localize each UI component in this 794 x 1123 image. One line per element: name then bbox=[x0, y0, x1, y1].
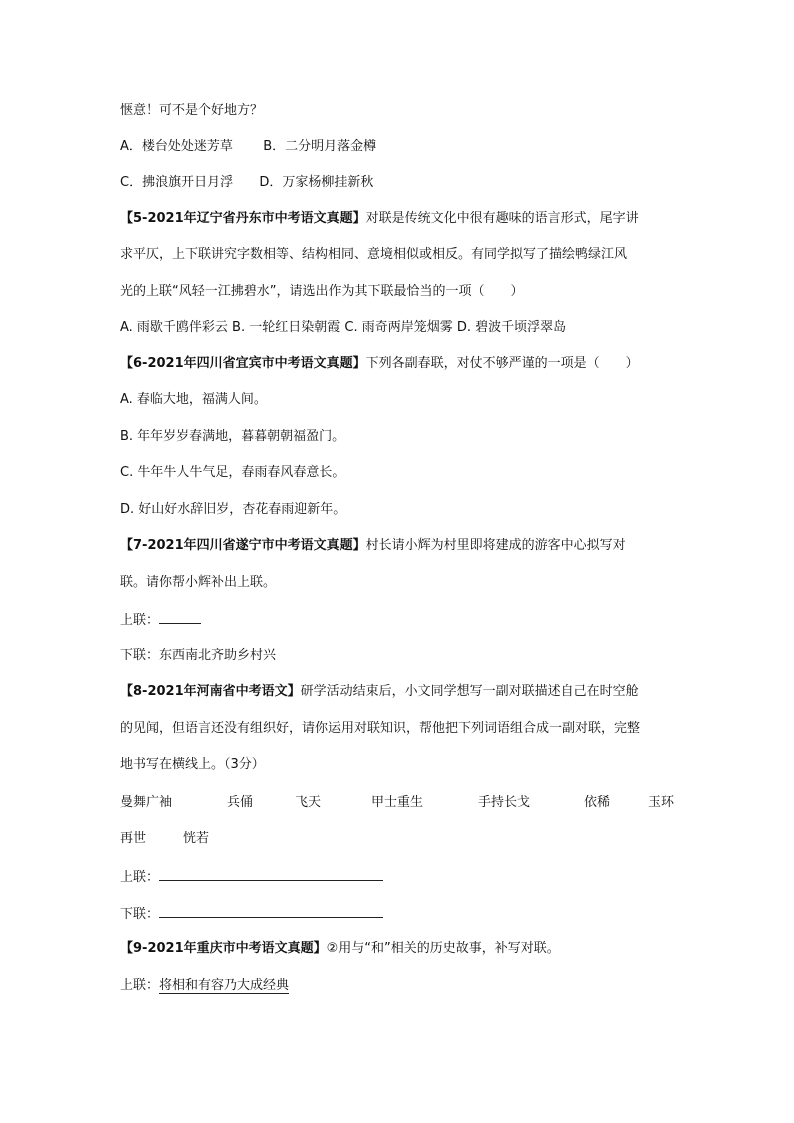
q5-line-1 bbox=[120, 211, 639, 227]
q7-upper-blank[interactable] bbox=[159, 611, 201, 624]
q5-stem-1: 对联是传统文化中很有趣味的语言形式，尾字讲 bbox=[365, 211, 639, 226]
q5-options: A. 雨歇千鸥伴彩云 B. 一轮红日染朝霞 C. 雨奇两岸笼烟雾 D. 碧波千顷浮翠岛 bbox=[120, 320, 567, 335]
q9-upper-label: 上联： bbox=[120, 978, 160, 993]
q7-lower-text: 东西南北齐助乡村兴 bbox=[159, 648, 277, 663]
q4-option-c: C．拂浪旗开日月浮 bbox=[120, 175, 234, 190]
q8-lower-label: 下联： bbox=[120, 907, 160, 922]
q8-upper-couplet bbox=[120, 868, 383, 886]
q9-line-1 bbox=[120, 941, 560, 957]
q8-source: 【8-2021年河南省中考语文】 bbox=[120, 684, 301, 699]
q6-option-c: C. 牛年牛人牛气足，春雨春风春意长。 bbox=[120, 465, 346, 480]
q8-word: 曼舞广袖 bbox=[120, 795, 173, 810]
q4-option-d: D．万家杨柳挂新秋 bbox=[259, 175, 374, 190]
q8-word: 恍若 bbox=[183, 831, 210, 846]
q8-line-1 bbox=[120, 684, 639, 700]
q6-stem: 下列各副春联，对仗不够严谨的一项是（ ） bbox=[365, 356, 639, 371]
q7-upper-couplet bbox=[120, 611, 201, 629]
q7-lower-couplet bbox=[120, 648, 276, 664]
q7-source: 【7-2021年四川省遂宁市中考语文真题】 bbox=[120, 538, 366, 553]
q8-lower-blank[interactable] bbox=[159, 905, 383, 918]
q7-upper-label: 上联： bbox=[120, 613, 160, 628]
q4-options-row-1 bbox=[120, 139, 376, 155]
q6-option-d: D. 好山好水辞旧岁，杏花春雨迎新年。 bbox=[120, 502, 347, 517]
q9-stem: ②用与“和”相关的历史故事，补写对联。 bbox=[326, 941, 560, 956]
q8-word: 玉环 bbox=[648, 795, 675, 810]
q6-option-a: A. 春临大地，福满人间。 bbox=[120, 392, 267, 407]
q5-line-2: 求平仄，上下联讲究字数相等、结构相同、意境相似或相反。有同学拟写了描绘鸭绿江风 bbox=[120, 247, 628, 262]
q5-line-3: 光的上联“风轻一江拂碧水”，请选出作为其下联最恰当的一项（ ） bbox=[120, 284, 524, 299]
q8-word: 飞天 bbox=[295, 795, 322, 810]
q8-word: 手持长戈 bbox=[478, 795, 531, 810]
q9-upper-couplet bbox=[120, 978, 289, 994]
q4-options-row-2 bbox=[120, 175, 373, 191]
q8-upper-label: 上联： bbox=[120, 870, 160, 885]
q8-line-2: 的见闻，但语言还没有组织好，请你运用对联知识，帮他把下列词语组合成一副对联，完整 bbox=[120, 721, 641, 736]
q8-line-3: 地书写在横线上。（3分） bbox=[120, 757, 265, 772]
q6-source: 【6-2021年四川省宜宾市中考语文真题】 bbox=[120, 356, 366, 371]
q8-word: 再世 bbox=[120, 831, 147, 846]
q6-option-b: B. 年年岁岁春满地，暮暮朝朝福盈门。 bbox=[120, 429, 346, 444]
q7-line-2: 联。请你帮小辉补出上联。 bbox=[120, 575, 277, 590]
q6-line-1 bbox=[120, 356, 639, 372]
q4-option-b: B．二分明月落金樽 bbox=[263, 139, 377, 154]
q9-upper-text: 将相和有容乃大成经典 bbox=[159, 978, 290, 993]
q8-word: 甲士重生 bbox=[371, 795, 424, 810]
q7-stem-1: 村长请小辉为村里即将建成的游客中心拟写对 bbox=[365, 538, 626, 553]
q4-option-a: A．楼台处处迷芳草 bbox=[120, 139, 233, 154]
q7-line-1 bbox=[120, 538, 626, 554]
q9-source: 【9-2021年重庆市中考语文真题】 bbox=[120, 941, 327, 956]
q8-stem-1: 研学活动结束后，小文同学想写一副对联描述自己在时空舱 bbox=[300, 684, 639, 699]
intro-text: 惬意！可不是个好地方？ bbox=[120, 103, 264, 118]
q7-lower-label: 下联： bbox=[120, 648, 160, 663]
q8-lower-couplet bbox=[120, 905, 383, 923]
q8-word: 依稀 bbox=[584, 795, 611, 810]
q8-upper-blank[interactable] bbox=[159, 868, 383, 881]
q8-word: 兵俑 bbox=[227, 795, 254, 810]
q5-source: 【5-2021年辽宁省丹东市中考语文真题】 bbox=[120, 211, 366, 226]
